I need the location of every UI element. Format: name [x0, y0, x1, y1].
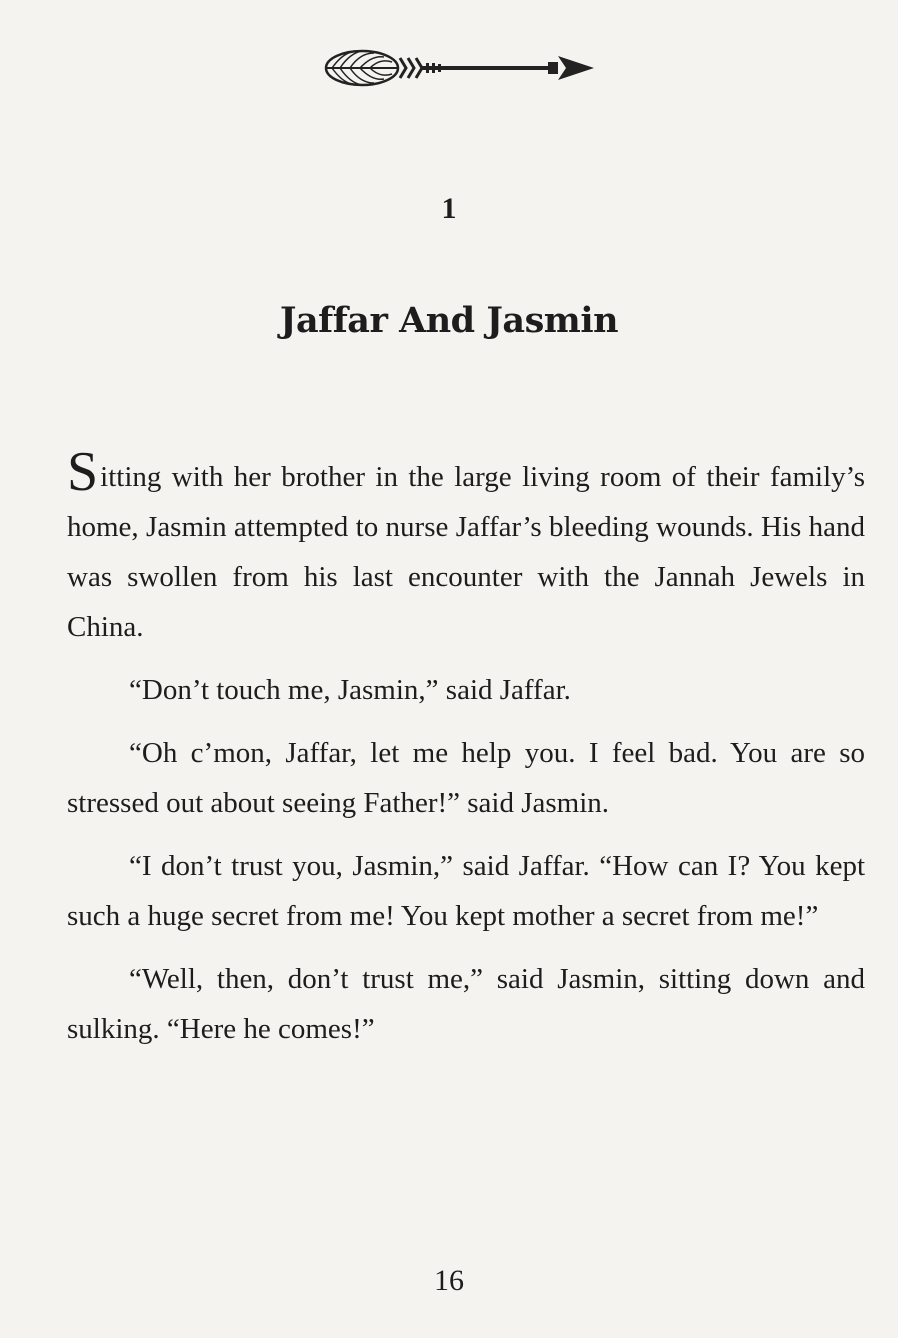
chapter-body [67, 441, 865, 1067]
feather-arrow-icon [322, 40, 598, 96]
paragraph: “Well, then, don’t trust me,” said Jasmin, sitting down and sulking. “Here he comes!” [67, 963, 865, 1045]
paragraph: “I don’t trust you, Jasmin,” said Jaffar. “How can I? You kept such a huge secret from me! You kept mother a secret from me!” [67, 850, 865, 932]
chapter-number: 1 [441, 192, 457, 225]
paragraph: “Don’t touch me, Jasmin,” said Jaffar. [129, 674, 571, 706]
paragraph [67, 441, 865, 652]
paragraph-text: itting with her brother in the large living room of their family’s home, Jasmin attempted to nurse Jaffar’s bleeding wounds. His hand was swollen from his last encounter with the Jannah Jewels in China. [67, 461, 865, 643]
page-number: 16 [434, 1264, 464, 1297]
paragraph: “Oh c’mon, Jaffar, let me help you. I feel bad. You are so stressed out about seeing Father!” said Jasmin. [67, 737, 865, 819]
drop-cap: S [67, 441, 99, 503]
chapter-title: Jaffar And Jasmin [279, 300, 619, 341]
